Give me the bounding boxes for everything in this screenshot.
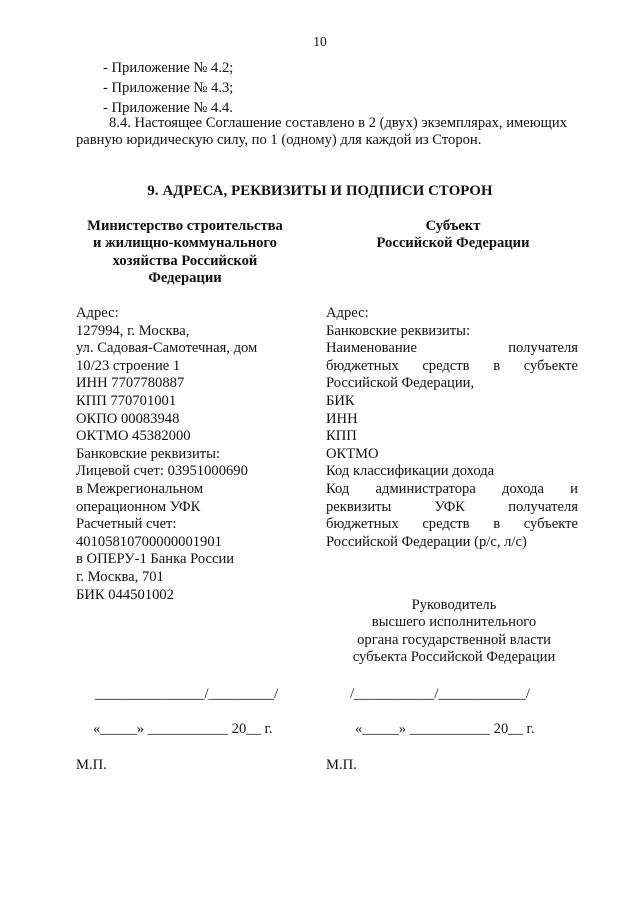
detail-line: в Межрегиональном [76, 480, 204, 497]
word: администратора [375, 480, 476, 497]
bik-label: БИК [326, 392, 355, 409]
right-signature-line: /___________/____________/ [350, 686, 530, 702]
detail-line: БИК 044501002 [76, 586, 174, 603]
appendix-list [103, 60, 233, 120]
left-signature-line: _______________/_________/ [95, 686, 279, 702]
address-label: Адрес: [326, 305, 369, 321]
detail-line: ул. Садовая-Самотечная, дом [76, 340, 258, 357]
right-party-details [326, 305, 578, 551]
left-party-heading [72, 218, 298, 288]
detail-line: 10/23 строение 1 [76, 357, 181, 374]
detail-line: Лицевой счет: 03951000690 [76, 463, 248, 480]
word: получателя [508, 340, 578, 357]
heading-line: Федерации [148, 270, 222, 287]
kpp-label: КПП [326, 428, 357, 445]
admin-line [326, 499, 578, 517]
heading-line: Министерство строительства [87, 218, 283, 234]
heading-line: и жилищно-коммунального [93, 235, 277, 252]
word: и [570, 480, 578, 497]
word: средств [422, 516, 470, 533]
signatory-title [334, 597, 574, 667]
inn-label: ИНН [326, 410, 358, 427]
word: в [493, 357, 501, 374]
paragraph-line: 8.4. Настоящее Соглашение составлено в 2 (двух) экземплярах, имеющих [109, 115, 567, 131]
left-seal-mark: М.П. [76, 757, 107, 773]
paragraph-8-4 [76, 115, 586, 150]
heading-line: хозяйства Российской [112, 252, 258, 269]
word: бюджетных [326, 516, 399, 533]
signatory-line: высшего исполнительного [371, 614, 537, 631]
paragraph-line: равную юридическую силу, по 1 (одному) для каждой из Сторон. [76, 132, 482, 149]
word: субъекте [523, 516, 578, 533]
word: бюджетных [326, 357, 399, 374]
recipient-line: Российской Федерации, [326, 375, 475, 392]
detail-line: КПП 770701001 [76, 392, 177, 409]
detail-line: 127994, г. Москва, [76, 322, 190, 339]
appendix-item: - Приложение № 4.4. [103, 100, 233, 116]
word: получателя [508, 498, 578, 515]
word: дохода [502, 480, 544, 497]
heading-line: Субъект [425, 218, 481, 234]
detail-line: ОКТМО 45382000 [76, 428, 191, 445]
left-party-details [76, 305, 300, 604]
page-number: 10 [313, 34, 327, 49]
detail-line: Адрес: [76, 305, 119, 321]
appendix-item: - Приложение № 4.3; [103, 80, 234, 96]
appendix-item: - Приложение № 4.2; [103, 60, 234, 76]
word: средств [422, 357, 470, 374]
word: Наименование [326, 340, 417, 357]
word: УФК [434, 498, 466, 515]
word: реквизиты [326, 498, 392, 515]
admin-line: Российской Федерации (р/с, л/с) [326, 533, 527, 550]
detail-line: 40105810700000001901 [76, 533, 222, 550]
detail-line: ИНН 7707780887 [76, 375, 185, 392]
admin-line [326, 516, 578, 534]
detail-line: Расчетный счет: [76, 516, 177, 533]
left-date-line: «_____» ___________ 20__ г. [93, 721, 273, 737]
signatory-line: субъекта Российской Федерации [352, 649, 556, 666]
detail-line: Банковские реквизиты: [76, 445, 220, 462]
detail-line: г. Москва, 701 [76, 568, 164, 585]
word: в [493, 516, 501, 533]
right-seal-mark: М.П. [326, 757, 357, 773]
income-code-label: Код классификации дохода [326, 463, 495, 480]
detail-line: операционном УФК [76, 498, 201, 515]
word: субъекте [523, 357, 578, 374]
detail-line: ОКПО 00083948 [76, 410, 180, 427]
right-party-heading [333, 218, 573, 253]
recipient-line [326, 358, 578, 376]
signatory-line: органа государственной власти [357, 631, 551, 648]
recipient-line [326, 340, 578, 358]
word: Код [326, 480, 350, 497]
signatory-line: Руководитель [411, 597, 497, 613]
oktmo-label: ОКТМО [326, 445, 379, 462]
right-date-line: «_____» ___________ 20__ г. [355, 721, 535, 737]
bank-label: Банковские реквизиты: [326, 322, 470, 339]
heading-line: Российской Федерации [376, 235, 530, 252]
admin-line [326, 481, 578, 499]
section-heading: 9. АДРЕСА, РЕКВИЗИТЫ И ПОДПИСИ СТОРОН [147, 183, 493, 199]
detail-line: в ОПЕРУ-1 Банка России [76, 551, 235, 568]
